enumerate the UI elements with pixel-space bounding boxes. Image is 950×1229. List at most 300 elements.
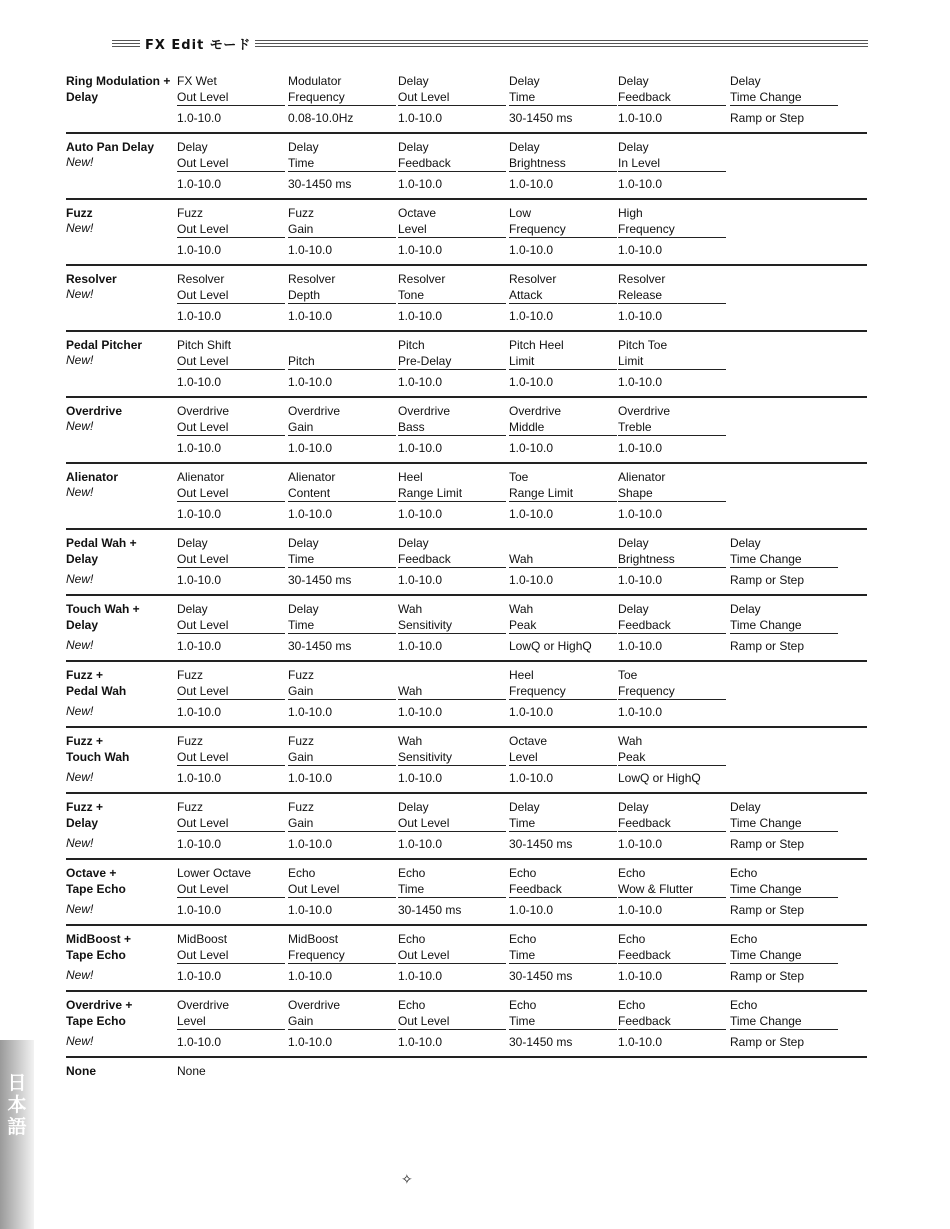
page-title: FX Edit モード	[145, 38, 252, 53]
parameter-label-line: Echo	[509, 998, 537, 1012]
parameter-range: 1.0-10.0	[618, 633, 726, 653]
parameter-label-line: Out Level	[177, 816, 229, 830]
parameter-label	[398, 403, 506, 435]
parameter-label-line: FX Wet	[177, 74, 217, 88]
parameter-label	[288, 271, 396, 303]
parameter-label-line: Overdrive	[509, 404, 562, 418]
parameter-label-line: Echo	[509, 932, 537, 946]
parameter-cell	[509, 535, 617, 587]
parameter-cell	[730, 931, 838, 983]
parameter-label-line: Pitch Toe	[618, 338, 668, 352]
parameter-label	[288, 931, 396, 963]
parameter-cell	[509, 997, 617, 1049]
parameter-label-line: Modulator	[288, 74, 342, 88]
new-badge: New!	[66, 770, 94, 784]
parameter-range: 1.0-10.0	[398, 699, 506, 719]
parameter-cell	[730, 865, 838, 917]
effect-name-line: Auto Pan Delay	[66, 140, 155, 154]
parameter-cell	[730, 799, 838, 851]
parameter-cell	[509, 667, 617, 719]
effect-name	[66, 271, 117, 287]
parameter-label-line: Level	[398, 222, 427, 236]
parameter-label-line: Time Change	[730, 90, 802, 104]
parameter-range: 1.0-10.0	[398, 171, 506, 191]
parameter-cell	[288, 865, 396, 917]
parameter-cell	[730, 601, 838, 653]
parameter-label-line: Gain	[288, 816, 314, 830]
parameter-cell	[398, 205, 506, 257]
parameter-label-line: Heel	[509, 668, 534, 682]
parameter-label-line: Out Level	[177, 684, 229, 698]
parameter-label	[509, 733, 617, 765]
parameter-label	[509, 139, 617, 171]
parameter-label	[730, 535, 838, 567]
parameter-cell	[398, 865, 506, 917]
effect-name	[66, 205, 93, 221]
effect-name-line: Touch Wah +	[66, 602, 140, 616]
parameter-cell	[288, 667, 396, 719]
parameter-cell	[509, 337, 617, 389]
parameter-label-line: Out Level	[177, 486, 229, 500]
parameter-label-line: Pitch	[398, 338, 425, 352]
parameter-range: 1.0-10.0	[288, 963, 396, 983]
parameter-label-line: Release	[618, 288, 663, 302]
parameter-label-line: Delay	[509, 800, 540, 814]
parameter-cell	[177, 667, 285, 719]
parameter-range: 1.0-10.0	[398, 765, 506, 785]
parameter-label	[177, 667, 285, 699]
parameter-label-line: MidBoost	[177, 932, 228, 946]
effect-name-line: Delay	[66, 816, 99, 830]
parameter-label-line	[177, 1079, 285, 1095]
parameter-label	[177, 469, 285, 501]
parameter-label	[177, 139, 285, 171]
effect-name-line: Overdrive +	[66, 998, 133, 1012]
parameter-cell	[177, 469, 285, 521]
parameter-label-line: Out Level	[177, 222, 229, 236]
parameter-range: 1.0-10.0	[398, 369, 506, 389]
parameter-label	[177, 1063, 285, 1095]
parameter-label	[177, 865, 285, 897]
parameter-label-line: Feedback	[618, 816, 671, 830]
new-badge: New!	[66, 155, 94, 169]
parameter-label-line: Feedback	[618, 948, 671, 962]
effect-name	[66, 799, 103, 831]
parameter-label-line: Peak	[509, 618, 537, 632]
parameter-range: 1.0-10.0	[618, 105, 726, 125]
parameter-label-line: MidBoost	[288, 932, 339, 946]
effect-name	[66, 865, 126, 897]
parameter-cell	[288, 73, 396, 125]
parameter-range: 1.0-10.0	[618, 831, 726, 851]
parameter-label-line: Delay	[730, 536, 761, 550]
parameter-label-line: Frequency	[288, 90, 345, 104]
parameter-label-line: Time Change	[730, 618, 802, 632]
effect-name-line: Touch Wah	[66, 750, 130, 764]
parameter-label	[398, 931, 506, 963]
effect-name-line: Tape Echo	[66, 1014, 126, 1028]
parameter-cell	[618, 667, 726, 719]
parameter-label-line: Frequency	[509, 222, 566, 236]
effect-name	[66, 931, 131, 963]
parameter-range: 1.0-10.0	[509, 171, 617, 191]
parameter-cell	[730, 997, 838, 1049]
parameter-label	[398, 865, 506, 897]
parameter-label-line: Out Level	[177, 420, 229, 434]
parameter-label-line: Delay	[398, 800, 429, 814]
parameter-label-line: Brightness	[618, 552, 675, 566]
effect-row	[66, 926, 867, 992]
parameter-label-line: Fuzz	[288, 206, 315, 220]
effect-row	[66, 1058, 867, 1122]
parameter-range: 1.0-10.0	[618, 567, 726, 587]
parameter-label	[730, 997, 838, 1029]
parameter-label	[177, 601, 285, 633]
parameter-label-line: Alienator	[288, 470, 336, 484]
new-badge: New!	[66, 572, 94, 586]
parameter-label	[288, 667, 396, 699]
parameter-label-line: Gain	[288, 222, 314, 236]
parameter-label-line: Level	[177, 1014, 206, 1028]
parameter-label-line: Out Level	[177, 354, 229, 368]
parameter-label	[730, 601, 838, 633]
parameter-label	[398, 799, 506, 831]
parameter-label	[398, 73, 506, 105]
parameter-label	[509, 667, 617, 699]
parameter-cell	[288, 733, 396, 785]
parameter-label-line: Lower Octave	[177, 866, 252, 880]
parameter-label-line: Fuzz	[288, 800, 315, 814]
parameter-cell	[398, 931, 506, 983]
parameter-label	[177, 733, 285, 765]
effect-name	[66, 403, 122, 419]
effect-row	[66, 794, 867, 860]
parameter-label-line: In Level	[618, 156, 661, 170]
parameter-label-line: Peak	[618, 750, 646, 764]
parameter-label-line: Out Level	[177, 90, 229, 104]
effect-row	[66, 68, 867, 134]
parameter-label	[618, 865, 726, 897]
parameter-cell	[288, 139, 396, 191]
parameter-label-line: Overdrive	[398, 404, 451, 418]
parameter-range: LowQ or HighQ	[618, 765, 726, 785]
parameter-label-line: Out Level	[398, 816, 450, 830]
parameter-label-line: Fuzz	[288, 734, 315, 748]
parameter-label-line: Echo	[398, 998, 426, 1012]
parameter-label-line: Alienator	[618, 470, 666, 484]
page-header	[112, 34, 868, 54]
parameter-cell	[398, 733, 506, 785]
parameter-label-line: Echo	[398, 866, 426, 880]
new-badge: New!	[66, 485, 94, 499]
parameter-cell	[509, 73, 617, 125]
parameter-range: 1.0-10.0	[398, 303, 506, 323]
parameter-label-line: Time	[509, 1014, 536, 1028]
parameter-label	[288, 73, 396, 105]
parameter-range: 1.0-10.0	[509, 765, 617, 785]
parameter-cell	[618, 73, 726, 125]
parameter-range: Ramp or Step	[730, 831, 838, 851]
parameter-label-line: Limit	[509, 354, 535, 368]
parameter-label-line: Wah	[398, 602, 423, 616]
parameter-label	[509, 865, 617, 897]
parameter-label	[398, 205, 506, 237]
parameter-cell	[509, 733, 617, 785]
header-rule-right	[255, 40, 868, 48]
parameter-label-line: Wah	[398, 684, 423, 698]
parameter-label-line: Tone	[398, 288, 425, 302]
parameter-cell	[398, 667, 506, 719]
parameter-cell	[509, 403, 617, 455]
parameter-label-line: Time Change	[730, 1014, 802, 1028]
parameter-label-line: Feedback	[509, 882, 562, 896]
parameter-cell	[177, 139, 285, 191]
new-badge: New!	[66, 1034, 94, 1048]
new-badge: New!	[66, 704, 94, 718]
parameter-range: 1.0-10.0	[177, 897, 285, 917]
parameter-range: 30-1450 ms	[509, 105, 617, 125]
parameter-range: 1.0-10.0	[177, 105, 285, 125]
parameter-cell	[177, 865, 285, 917]
parameter-label	[288, 139, 396, 171]
parameter-label	[288, 997, 396, 1029]
parameter-label	[618, 799, 726, 831]
effect-name-line: None	[66, 1064, 96, 1078]
parameter-label	[398, 337, 506, 369]
effect-name	[66, 469, 118, 485]
parameter-range: 1.0-10.0	[177, 633, 285, 653]
parameter-label-line: Bass	[398, 420, 425, 434]
parameter-label	[618, 271, 726, 303]
parameter-label-line: Delay	[398, 536, 429, 550]
parameter-label-line: Out Level	[288, 882, 340, 896]
parameter-label	[509, 931, 617, 963]
parameter-label-line: Toe	[509, 470, 529, 484]
parameter-cell	[618, 139, 726, 191]
parameter-label	[177, 997, 285, 1029]
parameter-label	[618, 601, 726, 633]
effect-name-line: Pedal Wah	[66, 684, 127, 698]
parameter-range: 1.0-10.0	[177, 765, 285, 785]
parameter-label-line	[509, 535, 617, 551]
parameter-label	[288, 205, 396, 237]
parameter-label	[288, 469, 396, 501]
effect-name-line: Octave +	[66, 866, 117, 880]
parameter-cell	[509, 271, 617, 323]
effect-name-line: Tape Echo	[66, 948, 126, 962]
parameter-label-line: Level	[509, 750, 538, 764]
effect-row	[66, 662, 867, 728]
parameter-cell	[288, 469, 396, 521]
parameter-label	[509, 997, 617, 1029]
parameter-range: 1.0-10.0	[509, 699, 617, 719]
parameter-label-line: Frequency	[618, 222, 675, 236]
parameter-label-line: Gain	[288, 750, 314, 764]
parameter-label	[509, 205, 617, 237]
effect-row	[66, 596, 867, 662]
parameter-cell	[398, 271, 506, 323]
parameter-label-line: Resolver	[398, 272, 446, 286]
parameter-range: 1.0-10.0	[288, 435, 396, 455]
parameter-label-line: Echo	[509, 866, 537, 880]
parameter-label-line: Octave	[398, 206, 437, 220]
parameter-range: Ramp or Step	[730, 963, 838, 983]
effect-name	[66, 667, 126, 699]
parameter-label-line: Echo	[730, 932, 758, 946]
parameter-label	[618, 931, 726, 963]
effect-row	[66, 728, 867, 794]
parameter-label-line: Fuzz	[288, 668, 315, 682]
parameter-label-line: Out Level	[177, 552, 229, 566]
effect-row	[66, 332, 867, 398]
parameter-range: 1.0-10.0	[288, 765, 396, 785]
parameter-range: 1.0-10.0	[177, 303, 285, 323]
parameter-cell	[288, 601, 396, 653]
parameter-label	[509, 73, 617, 105]
parameter-range: 1.0-10.0	[288, 369, 396, 389]
parameter-label-line: Delay	[618, 800, 649, 814]
parameter-label-line: Range Limit	[398, 486, 463, 500]
parameter-label-line: Out Level	[177, 288, 229, 302]
parameter-cell	[288, 535, 396, 587]
parameter-cell	[177, 733, 285, 785]
parameter-range: 1.0-10.0	[398, 237, 506, 257]
parameter-label-line: Echo	[288, 866, 316, 880]
parameter-range: 1.0-10.0	[177, 435, 285, 455]
parameter-range: Ramp or Step	[730, 633, 838, 653]
parameter-range: 30-1450 ms	[509, 831, 617, 851]
parameter-cell	[288, 799, 396, 851]
parameter-range: 1.0-10.0	[509, 435, 617, 455]
parameter-label-line: Content	[288, 486, 331, 500]
parameter-label-line: Sensitivity	[398, 618, 453, 632]
parameter-label	[288, 865, 396, 897]
parameter-label	[398, 469, 506, 501]
parameter-label-line: Delay	[618, 74, 649, 88]
parameter-range: 1.0-10.0	[288, 303, 396, 323]
effect-row	[66, 398, 867, 464]
parameter-label-line: Delay	[177, 602, 208, 616]
effects-table	[66, 68, 867, 1122]
parameter-label	[730, 799, 838, 831]
parameter-cell	[288, 997, 396, 1049]
parameter-label-line: Time	[509, 90, 536, 104]
parameter-label-line: Overdrive	[288, 404, 341, 418]
parameter-range: 1.0-10.0	[398, 831, 506, 851]
effect-name-line: Pedal Wah +	[66, 536, 137, 550]
parameter-range: 1.0-10.0	[509, 501, 617, 521]
parameter-label-line: Feedback	[398, 156, 451, 170]
parameter-cell	[177, 271, 285, 323]
parameter-label	[509, 271, 617, 303]
parameter-label-line: Toe	[618, 668, 638, 682]
parameter-label-line: Delay	[177, 140, 208, 154]
effect-name	[66, 73, 170, 105]
parameter-range: 1.0-10.0	[288, 501, 396, 521]
effect-name	[66, 601, 140, 633]
parameter-label-line: Overdrive	[177, 404, 230, 418]
parameter-label	[618, 337, 726, 369]
parameter-label	[618, 403, 726, 435]
effect-name	[66, 139, 154, 155]
parameter-label-line: Wah	[398, 734, 423, 748]
new-badge: New!	[66, 221, 94, 235]
parameter-label	[730, 931, 838, 963]
effect-name	[66, 997, 132, 1029]
parameter-label	[618, 997, 726, 1029]
parameter-label	[398, 139, 506, 171]
parameter-label	[177, 73, 285, 105]
parameter-range: Ramp or Step	[730, 1029, 838, 1049]
effect-name-line: Tape Echo	[66, 882, 126, 896]
parameter-range: 1.0-10.0	[177, 171, 285, 191]
parameter-range: 1.0-10.0	[398, 501, 506, 521]
parameter-range: 1.0-10.0	[509, 567, 617, 587]
header-rule-left	[112, 40, 140, 48]
parameter-range: 1.0-10.0	[177, 567, 285, 587]
parameter-label-line: Delay	[730, 74, 761, 88]
parameter-label-line: Out Level	[177, 750, 229, 764]
parameter-label-line: Delay	[288, 602, 319, 616]
parameter-label-line: Wow & Flutter	[618, 882, 694, 896]
parameter-label-line: Delay	[730, 800, 761, 814]
parameter-range: 1.0-10.0	[618, 369, 726, 389]
effect-name-line: Overdrive	[66, 404, 123, 418]
parameter-cell	[618, 997, 726, 1049]
parameter-range: 1.0-10.0	[398, 105, 506, 125]
parameter-label-line: Out Level	[177, 156, 229, 170]
parameter-label	[730, 73, 838, 105]
parameter-label-line: Overdrive	[177, 998, 230, 1012]
parameter-label	[288, 535, 396, 567]
parameter-label-line: Frequency	[618, 684, 675, 698]
parameter-cell	[177, 601, 285, 653]
parameter-cell	[398, 139, 506, 191]
parameter-label-line: Sensitivity	[398, 750, 453, 764]
parameter-label-line: Attack	[509, 288, 543, 302]
parameter-label-line: Time	[288, 552, 315, 566]
parameter-label	[288, 403, 396, 435]
parameter-range: 30-1450 ms	[288, 567, 396, 587]
effect-name	[66, 1063, 96, 1079]
parameter-cell	[398, 469, 506, 521]
parameter-cell	[730, 535, 838, 587]
parameter-label-line: Time Change	[730, 948, 802, 962]
parameter-label-line: Feedback	[618, 618, 671, 632]
parameter-range: 1.0-10.0	[177, 699, 285, 719]
parameter-cell	[618, 799, 726, 851]
parameter-cell	[618, 403, 726, 455]
parameter-label-line: Delay	[730, 602, 761, 616]
parameter-range: Ramp or Step	[730, 105, 838, 125]
parameter-label-line: Time	[288, 618, 315, 632]
parameter-label-line: Gain	[288, 684, 314, 698]
parameter-label-line: Heel	[398, 470, 423, 484]
effect-row	[66, 992, 867, 1058]
parameter-label-line: Octave	[509, 734, 548, 748]
effect-name-line: MidBoost +	[66, 932, 131, 946]
parameter-cell	[618, 535, 726, 587]
parameter-label-line: Time	[288, 156, 315, 170]
parameter-label-line: Pitch Shift	[177, 338, 232, 352]
parameter-label	[288, 733, 396, 765]
parameter-cell	[509, 205, 617, 257]
parameter-label-line: Limit	[618, 354, 644, 368]
parameter-range: 1.0-10.0	[618, 897, 726, 917]
parameter-label	[618, 139, 726, 171]
parameter-label-line: Delay	[177, 536, 208, 550]
parameter-label-line: Pitch Heel	[509, 338, 564, 352]
